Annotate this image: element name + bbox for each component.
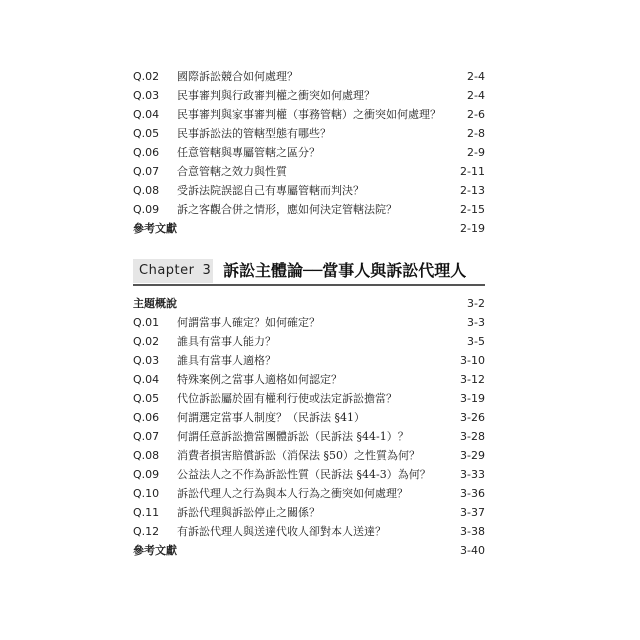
question-number: Q.07	[133, 430, 160, 443]
toc-row[interactable]	[133, 466, 485, 484]
question-title: 任意管轄與專屬管轄之區分？	[177, 146, 320, 159]
question-title: 民事審判與行政審判權之衝突如何處理？	[177, 89, 375, 102]
page-number: 2-6	[467, 108, 485, 121]
question-number: Q.06	[133, 146, 160, 159]
overview-row[interactable]	[133, 295, 485, 313]
question-number: Q.10	[133, 487, 160, 500]
chapter-number: 3	[202, 263, 212, 278]
page-number: 2-9	[467, 146, 485, 159]
question-title: 誰具有當事人適格？	[177, 354, 276, 367]
page-number: 3-37	[460, 506, 485, 519]
question-title: 訴之客觀合併之情形，應如何決定管轄法院？	[177, 203, 397, 216]
toc-row[interactable]	[133, 523, 485, 541]
toc-row[interactable]	[133, 333, 485, 351]
page-number: 2-4	[467, 89, 485, 102]
references-row[interactable]	[133, 542, 485, 560]
question-number: Q.09	[133, 468, 160, 481]
question-title: 合意管轄之效力與性質	[177, 165, 287, 178]
question-title: 何謂當事人確定？如何確定？	[177, 316, 320, 329]
toc-row[interactable]	[133, 87, 485, 105]
question-number: Q.04	[133, 373, 160, 386]
toc-row[interactable]	[133, 485, 485, 503]
question-title: 民事審判與家事審判權（事務管轄）之衝突如何處理？	[177, 108, 441, 121]
page-number: 3-28	[460, 430, 485, 443]
toc-row[interactable]	[133, 447, 485, 465]
question-number: Q.02	[133, 335, 160, 348]
page-number: 3-10	[460, 354, 485, 367]
question-number: Q.04	[133, 108, 160, 121]
question-number: Q.12	[133, 525, 160, 538]
toc-row[interactable]	[133, 106, 485, 124]
question-number: Q.09	[133, 203, 160, 216]
question-title: 受訴法院誤認自己有專屬管轄而判決？	[177, 184, 364, 197]
toc-row[interactable]	[133, 504, 485, 522]
question-title: 何謂任意訴訟擔當團體訴訟（民訴法 §44-1）？	[177, 430, 409, 443]
question-number: Q.03	[133, 89, 160, 102]
question-number: Q.01	[133, 316, 160, 329]
question-title: 代位訴訟屬於固有權利行使或法定訴訟擔當？	[177, 392, 397, 405]
question-title: 訴訟代理人之行為與本人行為之衝突如何處理？	[177, 487, 408, 500]
page-number: 2-11	[460, 165, 485, 178]
question-title: 公益法人之不作為訴訟性質（民訴法 §44-3）為何？	[177, 468, 431, 481]
toc-row[interactable]	[133, 144, 485, 162]
toc-row[interactable]	[133, 390, 485, 408]
page-number: 3-40	[460, 544, 485, 557]
page-number: 2-13	[460, 184, 485, 197]
page-number: 3-33	[460, 468, 485, 481]
references-title: 參考文獻	[133, 222, 177, 235]
page-number: 3-38	[460, 525, 485, 538]
question-title: 訴訟代理與訴訟停止之關係？	[177, 506, 320, 519]
question-number: Q.08	[133, 449, 160, 462]
question-number: Q.06	[133, 411, 160, 424]
page-number: 3-5	[467, 335, 485, 348]
chapter-label: Chapter	[139, 263, 195, 278]
question-number: Q.02	[133, 70, 160, 83]
question-number: Q.05	[133, 392, 160, 405]
toc-row[interactable]	[133, 125, 485, 143]
references-title: 參考文獻	[133, 544, 177, 557]
toc-row[interactable]	[133, 409, 485, 427]
chapter-label-box	[133, 259, 213, 283]
page-number: 3-29	[460, 449, 485, 462]
toc-row[interactable]	[133, 68, 485, 86]
references-row[interactable]	[133, 220, 485, 238]
toc-row[interactable]	[133, 428, 485, 446]
toc-row[interactable]	[133, 371, 485, 389]
page-number: 2-19	[460, 222, 485, 235]
question-number: Q.11	[133, 506, 160, 519]
page-number: 3-36	[460, 487, 485, 500]
question-number: Q.07	[133, 165, 160, 178]
toc-row[interactable]	[133, 201, 485, 219]
question-title: 特殊案例之當事人適格如何認定？	[177, 373, 342, 386]
page-number: 3-19	[460, 392, 485, 405]
question-title: 民事訴訟法的管轄型態有哪些？	[177, 127, 331, 140]
overview-title: 主題概說	[133, 297, 177, 310]
question-number: Q.03	[133, 354, 160, 367]
toc-row[interactable]	[133, 182, 485, 200]
page-number: 3-3	[467, 316, 485, 329]
toc-row[interactable]	[133, 314, 485, 332]
page-number: 2-8	[467, 127, 485, 140]
question-title: 國際訴訟競合如何處理？	[177, 70, 298, 83]
toc-row[interactable]	[133, 163, 485, 181]
toc-row[interactable]	[133, 352, 485, 370]
page-number: 3-2	[467, 297, 485, 310]
question-number: Q.05	[133, 127, 160, 140]
page-number: 3-12	[460, 373, 485, 386]
question-number: Q.08	[133, 184, 160, 197]
question-title: 何謂選定當事人制度？（民訴法 §41）	[177, 411, 365, 424]
page-number: 2-4	[467, 70, 485, 83]
page-number: 3-26	[460, 411, 485, 424]
page-number: 2-15	[460, 203, 485, 216]
chapter-title[interactable]: 訴訟主體論──當事人與訴訟代理人	[223, 261, 467, 280]
chapter-heading	[133, 257, 485, 285]
chapter-divider	[133, 284, 485, 286]
question-title: 誰具有當事人能力？	[177, 335, 276, 348]
question-title: 消費者損害賠償訴訟（消保法 §50）之性質為何？	[177, 449, 420, 462]
question-title: 有訴訟代理人與送達代收人卻對本人送達？	[177, 525, 386, 538]
